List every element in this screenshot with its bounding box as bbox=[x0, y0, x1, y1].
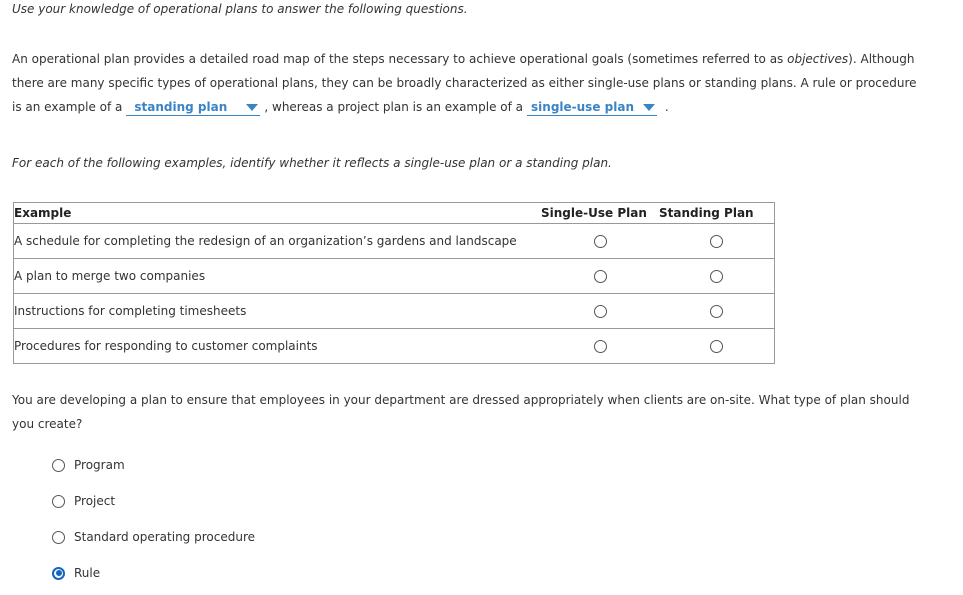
standing-radio[interactable] bbox=[710, 270, 723, 283]
paragraph-line-3-end: . bbox=[664, 100, 669, 114]
single-use-cell bbox=[541, 259, 659, 294]
standing-radio[interactable] bbox=[710, 340, 723, 353]
rule-procedure-dropdown[interactable] bbox=[126, 99, 260, 116]
standing-radio[interactable] bbox=[710, 235, 723, 248]
header-single-use-plan: Single-Use Plan bbox=[541, 203, 659, 224]
dropdown-2-value: single-use plan bbox=[531, 100, 634, 114]
option-radio[interactable] bbox=[52, 531, 65, 544]
header-example: Example bbox=[14, 203, 542, 224]
standing-cell bbox=[659, 259, 775, 294]
table-row bbox=[14, 259, 775, 294]
question-line-2: you create? bbox=[12, 417, 83, 431]
question-line-1: You are developing a plan to ensure that employees in your department are dressed appropriately when clients are on-site. What type of plan should bbox=[12, 393, 910, 407]
option-label: Standard operating procedure bbox=[74, 530, 255, 544]
option-label: Program bbox=[74, 458, 125, 472]
option-standard-operating-procedure[interactable] bbox=[52, 529, 255, 545]
paragraph-line-1-end: ). Although bbox=[848, 52, 915, 66]
option-project[interactable] bbox=[52, 493, 115, 509]
paragraph-line-3 bbox=[12, 95, 932, 119]
option-radio-selected[interactable] bbox=[52, 567, 65, 580]
option-radio[interactable] bbox=[52, 495, 65, 508]
paragraph-line-3-mid: , whereas a project plan is an example of a bbox=[264, 100, 524, 114]
table-row bbox=[14, 224, 775, 259]
option-radio[interactable] bbox=[52, 459, 65, 472]
option-label: Project bbox=[74, 494, 116, 508]
single-use-radio[interactable] bbox=[594, 340, 607, 353]
chevron-down-icon bbox=[643, 104, 655, 111]
option-rule[interactable] bbox=[52, 565, 100, 581]
standing-radio[interactable] bbox=[710, 305, 723, 318]
header-standing-plan: Standing Plan bbox=[659, 203, 775, 224]
project-plan-dropdown[interactable] bbox=[527, 99, 657, 116]
table-row bbox=[14, 294, 775, 329]
table-header-row bbox=[14, 203, 775, 224]
table-row bbox=[14, 329, 775, 364]
intro-text: Use your knowledge of operational plans to answer the following questions. bbox=[12, 2, 468, 16]
example-cell: A schedule for completing the redesign of an organization’s gardens and landscape bbox=[14, 224, 542, 259]
single-use-cell bbox=[541, 329, 659, 364]
standing-cell bbox=[659, 224, 775, 259]
dropdown-1-value: standing plan bbox=[134, 100, 228, 114]
single-use-cell bbox=[541, 294, 659, 329]
paragraph-line-1-start: An operational plan provides a detailed road map of the steps necessary to achieve operational goals (sometimes referred to as bbox=[12, 52, 788, 66]
standing-cell bbox=[659, 294, 775, 329]
objectives-term: objectives bbox=[787, 52, 849, 66]
paragraph-line-2: there are many specific types of operational plans, they can be broadly characterized as either single-use plans or standing plans. A rule or procedure bbox=[12, 76, 917, 90]
standing-cell bbox=[659, 329, 775, 364]
dress-code-question bbox=[12, 388, 932, 436]
paragraph-line-3-start: is an example of a bbox=[12, 100, 123, 114]
single-use-radio[interactable] bbox=[594, 305, 607, 318]
paragraph-line-1 bbox=[12, 47, 932, 71]
single-use-cell bbox=[541, 224, 659, 259]
example-cell: Procedures for responding to customer complaints bbox=[14, 329, 542, 364]
example-cell: Instructions for completing timesheets bbox=[14, 294, 542, 329]
single-use-radio[interactable] bbox=[594, 235, 607, 248]
single-use-radio[interactable] bbox=[594, 270, 607, 283]
operational-plan-paragraph bbox=[12, 47, 932, 119]
option-program[interactable] bbox=[52, 457, 125, 473]
table-instruction: For each of the following examples, identify whether it reflects a single-use plan or a standing plan. bbox=[12, 156, 612, 170]
chevron-down-icon bbox=[246, 104, 258, 111]
plan-classification-table bbox=[13, 202, 775, 364]
option-label: Rule bbox=[74, 566, 101, 580]
example-cell: A plan to merge two companies bbox=[14, 259, 542, 294]
